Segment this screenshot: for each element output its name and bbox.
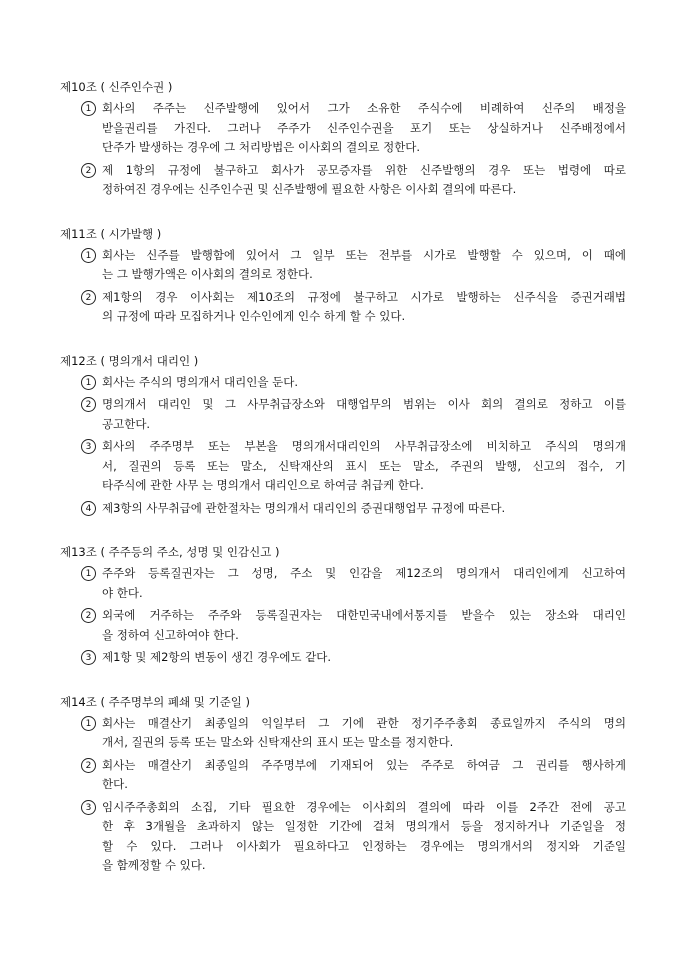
clause: [60, 437, 626, 496]
clause: [60, 606, 626, 645]
article-title: 제11조 ( 시가발행 ): [60, 226, 162, 241]
clause-line: 개서, 질권의 등록 또는 말소와 신탁재산의 표시 또는 말소를 정지한다.: [102, 735, 454, 749]
clause-line: 회사는 신주를 발행함에 있어서 그 일부 또는 전부를 시가로 발행할 수 있으며, 이 때에: [102, 247, 626, 262]
clause-line: 제3항의 사무취급에 관한절차는 명의개서 대리인의 증권대행업무 규정에 따른다.: [102, 500, 506, 515]
clause: [60, 246, 626, 285]
circled-number-marker: 1: [81, 248, 96, 263]
clause-line: 단주가 발생하는 경우에 그 처리방법은 이사회의 결의로 정한다.: [102, 140, 421, 154]
clause-text: [102, 648, 626, 668]
clause-line: 을 함께정할 수 있다.: [102, 858, 206, 872]
circled-number-marker: 1: [81, 375, 96, 390]
article-section: [60, 225, 626, 327]
clause-line: 을 정하여 신고하여야 한다.: [102, 627, 239, 642]
clause-line: 회사는 매결산기 최종일의 주주명부에 기재되어 있는 주주로 하여금 그 권리를 행사하게: [102, 757, 626, 772]
clause-text: [102, 606, 626, 645]
clause-line: 외국에 거주하는 주주와 등록질권자는 대한민국내에서통지를 받을수 있는 장소와 대리인: [102, 608, 626, 622]
clause: [60, 648, 626, 668]
circled-number-marker: 2: [81, 758, 96, 773]
clause-line: 의 규정에 따라 모집하거나 인수인에게 인수 하게 할 수 있다.: [102, 309, 406, 323]
circled-number-marker: 2: [81, 163, 96, 178]
clause-line: 명의개서 대리인 및 그 사무취급장소와 대행업무의 범위는 이사 회의 결의로 정하고 이를: [102, 397, 626, 411]
article-section: [60, 693, 626, 876]
clause-line: 서, 질권의 등록 또는 말소, 신탁재산의 표시 또는 말소, 주권의 발행, 신고의 접수, 기: [102, 458, 626, 473]
clause-line: 제1항 및 제2항의 변동이 생긴 경우에도 같다.: [102, 650, 332, 664]
clause-line: 제 1항의 규정에 불구하고 회사가 공모증자를 위한 신주발행의 경우 또는 법령에 따로: [102, 162, 626, 177]
clause: [60, 499, 626, 519]
circled-number-marker: 3: [81, 439, 96, 454]
article-section: [60, 543, 626, 668]
clause: [60, 714, 626, 753]
clause-line: 타주식에 관한 사무 는 명의개서 대리인으로 하여금 취급케 한다.: [102, 478, 424, 492]
clause: [60, 756, 626, 795]
clause: [60, 798, 626, 876]
clause: [60, 373, 626, 393]
clause-line: 회사의 주주는 신주발행에 있어서 그가 소유한 주식수에 비례하여 신주의 배정을: [102, 101, 626, 115]
clause-text: [102, 756, 626, 795]
clause-text: [102, 288, 626, 327]
clause-text: [102, 714, 626, 753]
clause-line: 임시주주총회의 소집, 기타 필요한 경우에는 이사회의 결의에 따라 이를 2주간 전에 공고: [102, 799, 626, 814]
clause-line: 회사는 주식의 명의개서 대리인을 둔다.: [102, 374, 299, 389]
clause-line: 주주와 등록질권자는 그 성명, 주소 및 인감을 제12조의 명의개서 대리인에게 신고하여: [102, 566, 626, 580]
clause-line: 할 수 있다. 그러나 이사회가 필요하다고 인정하는 경우에는 명의개서의 정지와 기준일: [102, 838, 626, 853]
clause-line: 받을권리를 가진다. 그러나 주주가 신주인수권을 포기 또는 상실하거나 신주배정에서: [102, 120, 626, 135]
clause-line: 한 후 3개월을 초과하지 않는 일정한 기간에 걸쳐 명의개서 등을 정지하거나 기준일을 정: [102, 819, 626, 833]
circled-number-marker: 1: [81, 716, 96, 731]
clause-line: 회사의 주주명부 또는 부본을 명의개서대리인의 사무취급장소에 비치하고 주식의 명의개: [102, 439, 626, 453]
article-section: [60, 78, 626, 200]
article-section: [60, 352, 626, 519]
clause-line: 는 그 발행가액은 이사회의 결의로 정한다.: [102, 267, 313, 281]
clause-line: 한다.: [102, 777, 128, 791]
clause-text: [102, 246, 626, 285]
clause-line: 야 한다.: [102, 585, 143, 600]
clause-text: [102, 437, 626, 496]
document-body: [60, 78, 626, 901]
circled-number-marker: 1: [81, 566, 96, 581]
circled-number-marker: 2: [81, 290, 96, 305]
clause: [60, 99, 626, 158]
clause-text: [102, 395, 626, 434]
clause-text: [102, 798, 626, 876]
clause-text: [102, 99, 626, 158]
article-title: 제13조 ( 주주등의 주소, 성명 및 인감신고 ): [60, 545, 280, 559]
article-title: 제10조 ( 신주인수권 ): [60, 80, 173, 94]
clause-text: [102, 499, 626, 519]
clause-line: 제1항의 경우 이사회는 제10조의 규정에 불구하고 시가로 발행하는 신주식을 증권거래법: [102, 289, 626, 304]
clause: [60, 288, 626, 327]
clause-text: [102, 161, 626, 200]
circled-number-marker: 4: [81, 501, 96, 516]
clause: [60, 395, 626, 434]
circled-number-marker: 2: [81, 397, 96, 412]
circled-number-marker: 3: [81, 650, 96, 665]
clause: [60, 564, 626, 603]
clause-line: 정하여진 경우에는 신주인수권 및 신주발행에 필요한 사항은 이사회 결의에 따른다.: [102, 182, 517, 196]
clause-line: 회사는 매결산기 최종일의 익일부터 그 기에 관한 정기주주총회 종료일까지 주식의 명의: [102, 715, 626, 730]
clause: [60, 161, 626, 200]
article-title: 제12조 ( 명의개서 대리인 ): [60, 353, 199, 368]
clause-text: [102, 373, 626, 393]
circled-number-marker: 1: [81, 101, 96, 116]
clause-line: 공고한다.: [102, 416, 151, 431]
article-title: 제14조 ( 주주명부의 폐쇄 및 기준일 ): [60, 694, 250, 709]
circled-number-marker: 2: [81, 608, 96, 623]
clause-text: [102, 564, 626, 603]
circled-number-marker: 3: [81, 800, 96, 815]
